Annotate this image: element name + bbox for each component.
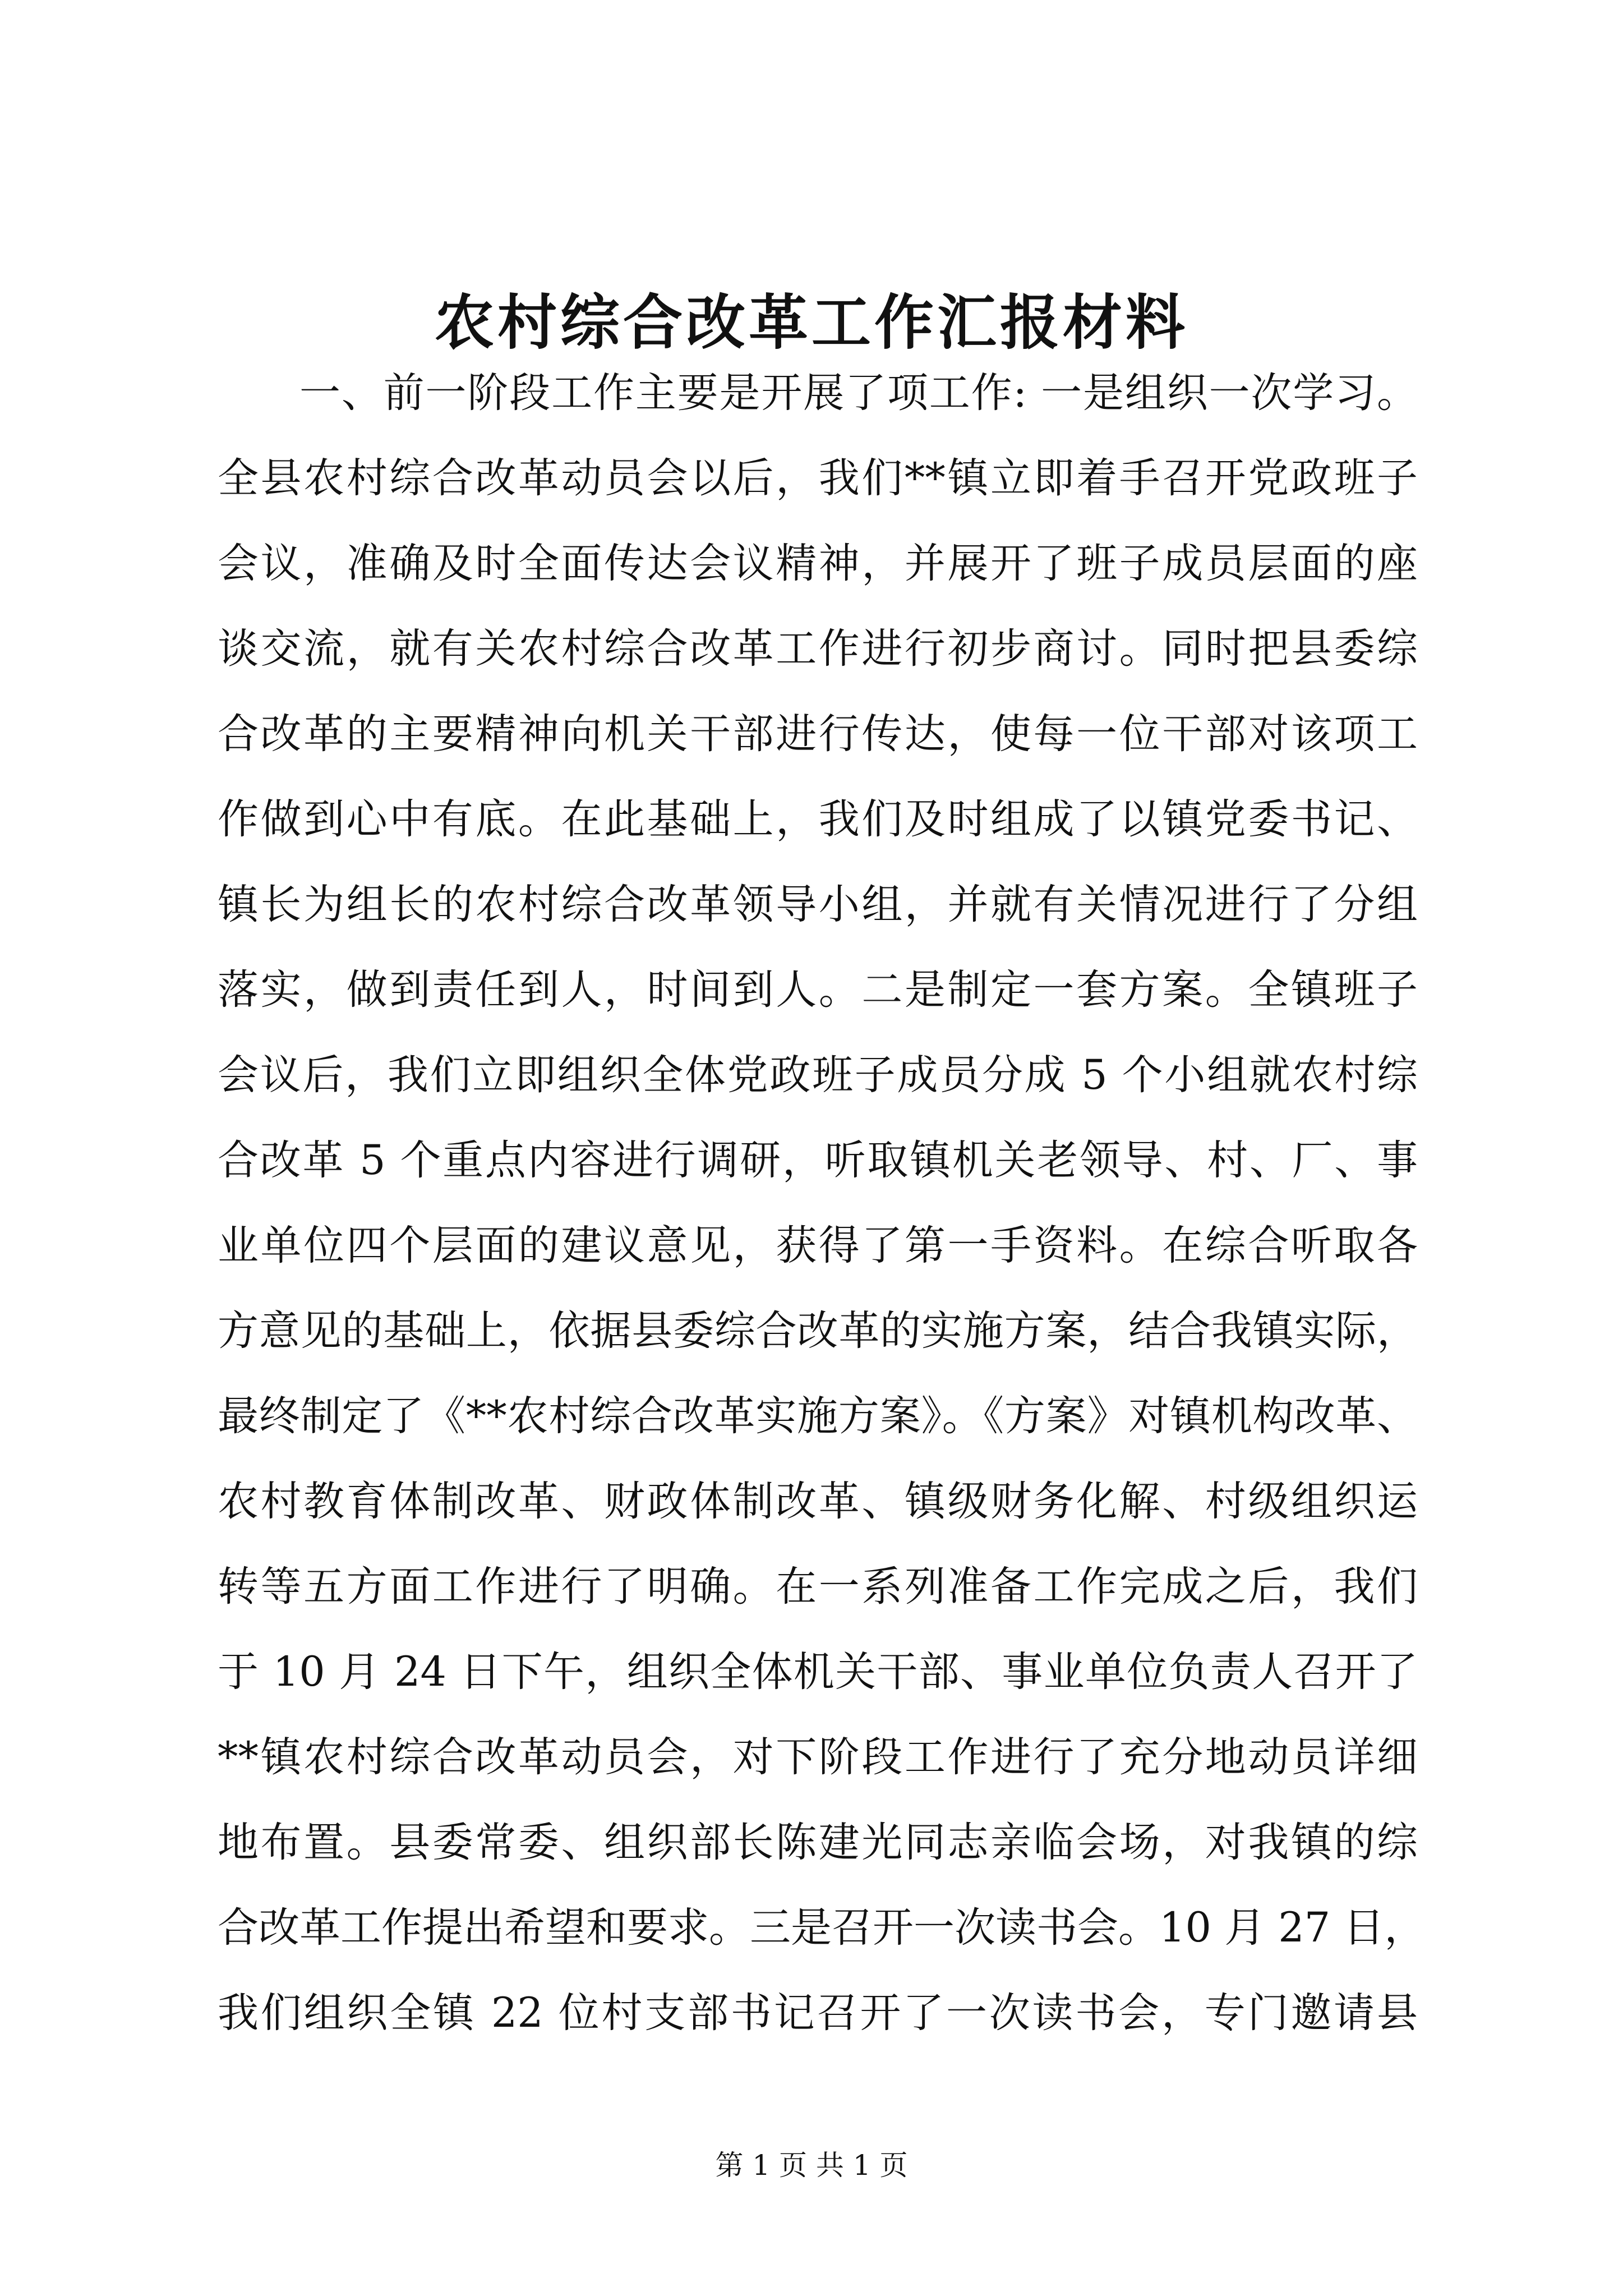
body-line: 转等五方面工作进行了明确。在一系列准备工作完成之后，我们 [218,1563,1418,1611]
body-line: 会议，准确及时全面传达会议精神，并展开了班子成员层面的座 [218,540,1418,587]
body-line: 合改革的主要精神向机关干部进行传达，使每一位干部对该项工 [218,710,1418,758]
body-line: 落实，做到责任到人，时间到人。二是制定一套方案。全镇班子 [218,966,1418,1014]
document-title: 农村综合改革工作汇报材料 [435,287,1188,357]
body-line: 于 10 月 24 日下午，组织全体机关干部、事业单位负责人召开了 [218,1648,1418,1696]
page-number: 第 1 页 共 1 页 [715,2149,908,2182]
body-line: 业单位四个层面的建议意见，获得了第一手资料。在综合听取各 [218,1222,1418,1269]
body-line: 最终制定了《**农村综合改革实施方案》。《方案》对镇机构改革、 [218,1392,1418,1440]
document-body [218,351,1426,2056]
body-line: 谈交流，就有关农村综合改革工作进行初步商讨。同时把县委综 [218,625,1418,673]
body-line: 会议后，我们立即组织全体党政班子成员分成 5 个小组就农村综 [218,1051,1418,1099]
body-line: 一、前一阶段工作主要是开展了项工作: 一是组织一次学习。 [299,369,1418,417]
body-line: 合改革工作提出希望和要求。三是召开一次读书会。10 月 27 日， [218,1904,1426,1952]
body-line: 我们组织全镇 22 位村支部书记召开了一次读书会，专门邀请县 [218,1989,1418,2037]
body-line: 地布置。县委常委、组织部长陈建光同志亲临会场，对我镇的综 [218,1819,1418,1866]
body-line: **镇农村综合改革动员会，对下阶段工作进行了充分地动员详细 [218,1733,1418,1781]
body-line: 全县农村综合改革动员会以后，我们**镇立即着手召开党政班子 [218,454,1418,502]
body-line: 农村教育体制改革、财政体制改革、镇级财务化解、村级组织运 [218,1478,1418,1525]
body-line: 作做到心中有底。在此基础上，我们及时组成了以镇党委书记、 [218,795,1418,843]
body-line: 合改革 5 个重点内容进行调研，听取镇机关老领导、村、厂、事 [218,1137,1418,1184]
body-line: 镇长为组长的农村综合改革领导小组，并就有关情况进行了分组 [218,881,1418,928]
body-line: 方意见的基础上，依据县委综合改革的实施方案，结合我镇实际， [218,1307,1418,1355]
